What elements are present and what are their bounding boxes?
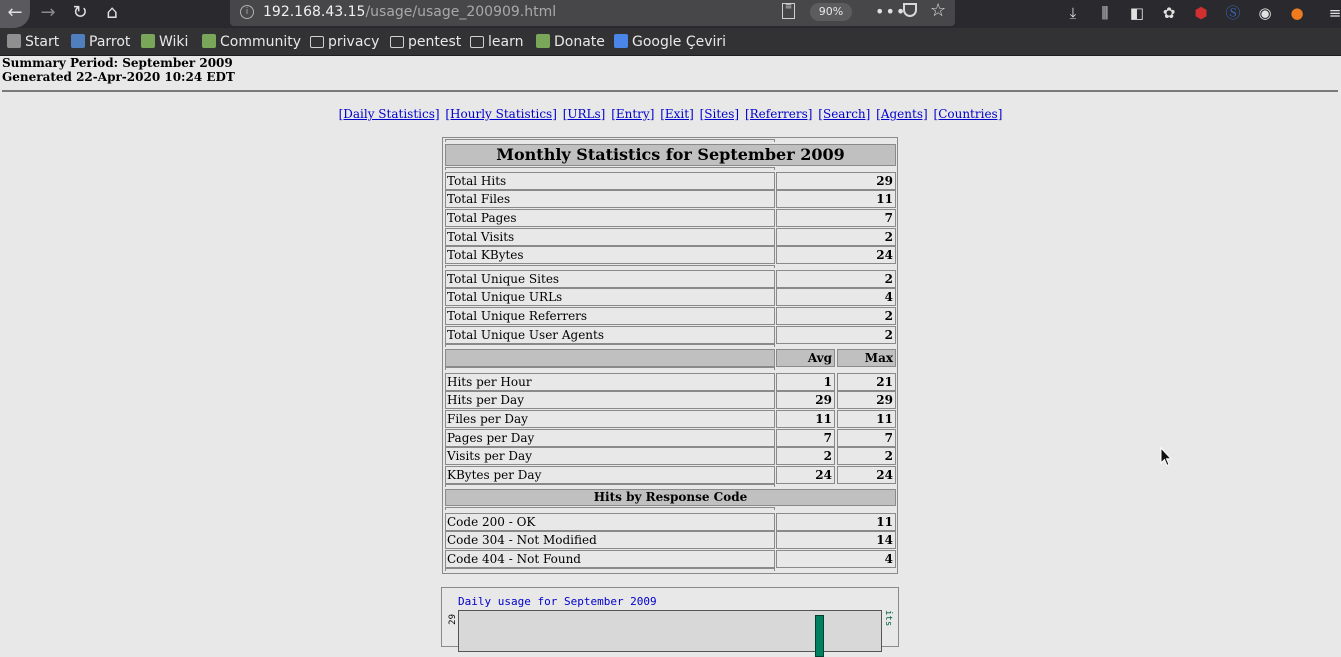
- rate-label: Hits per Day: [445, 391, 775, 409]
- summary-period: Summary Period: September 2009: [2, 56, 233, 70]
- address-bar[interactable]: [230, 0, 955, 26]
- nav-daily-statistics[interactable]: [Daily Statistics]: [338, 107, 440, 121]
- rate-avg: 24: [776, 466, 835, 484]
- nav-urls[interactable]: [URLs]: [562, 107, 606, 121]
- firefox-icon[interactable]: ●: [1290, 4, 1304, 22]
- stat-value: 4: [776, 288, 896, 306]
- row-separator: [445, 167, 775, 170]
- account-icon[interactable]: ◉: [1258, 4, 1272, 22]
- stat-value: 2: [776, 270, 896, 288]
- bookmark-label: Donate: [554, 34, 605, 50]
- url-host: 192.168.43.15: [263, 4, 366, 20]
- stat-value: 2: [776, 326, 896, 344]
- rate-avg: 2: [776, 447, 835, 465]
- reload-icon: ↻: [72, 2, 88, 23]
- rate-label: Pages per Day: [445, 429, 775, 447]
- bookmark-parrot[interactable]: [71, 33, 130, 51]
- response-value: 4: [776, 550, 896, 568]
- monthly-stats-table: [442, 137, 898, 574]
- url-text[interactable]: [263, 4, 556, 20]
- extension-s-icon[interactable]: Ⓢ: [1225, 4, 1241, 22]
- stat-label: Total Unique User Agents: [445, 326, 775, 344]
- bookmark-label: Parrot: [89, 34, 131, 50]
- rate-max: 2: [837, 447, 896, 465]
- rate-avg: 7: [776, 429, 835, 447]
- row-separator: [445, 484, 775, 487]
- home-icon: ⌂: [106, 2, 118, 23]
- folder-icon: [310, 36, 324, 48]
- rate-label: Files per Day: [445, 410, 775, 428]
- graph-title: Daily usage for September 2009: [458, 595, 657, 608]
- nav-entry[interactable]: [Entry]: [611, 107, 655, 121]
- response-label: Code 404 - Not Found: [445, 550, 775, 568]
- graph-bar: [815, 615, 824, 657]
- community-icon: [202, 34, 216, 48]
- graph-right-label: its: [883, 610, 893, 627]
- bookmark-star-icon[interactable]: ☆: [930, 0, 947, 21]
- google-translate-icon: [614, 34, 628, 48]
- nav-search[interactable]: [Search]: [818, 107, 871, 121]
- rate-avg: 1: [776, 373, 835, 391]
- row-separator: [445, 568, 775, 571]
- site-info-icon[interactable]: i: [240, 5, 254, 19]
- rate-max: 21: [837, 373, 896, 391]
- reader-view-icon[interactable]: ≡: [782, 3, 795, 19]
- nav-countries[interactable]: [Countries]: [933, 107, 1003, 121]
- mouse-cursor-icon: [1160, 447, 1172, 467]
- extension-icon[interactable]: ✿: [1162, 4, 1176, 22]
- bookmark-label: privacy: [328, 34, 380, 50]
- rate-header-blank: [445, 349, 775, 367]
- row-separator: [445, 265, 775, 268]
- download-icon[interactable]: ⤓: [1069, 4, 1077, 22]
- graph-plot-area: [458, 610, 882, 652]
- forward-button[interactable]: [34, 0, 62, 28]
- bookmark-google-translate[interactable]: [614, 33, 726, 51]
- max-header: Max: [837, 349, 896, 367]
- stat-label: Total Unique URLs: [445, 288, 775, 306]
- stat-label: Total Pages: [445, 209, 775, 227]
- bookmarks-bar: [0, 28, 1341, 56]
- graph-y-max-label: 29: [448, 614, 458, 625]
- response-label: Code 200 - OK: [445, 513, 775, 531]
- stats-title: Monthly Statistics for September 2009: [445, 144, 896, 166]
- bookmark-start[interactable]: [7, 33, 59, 51]
- page-content: [0, 56, 1341, 629]
- bookmark-donate[interactable]: [536, 33, 605, 51]
- stat-label: Total Visits: [445, 228, 775, 246]
- stat-label: Total Hits: [445, 172, 775, 190]
- response-value: 11: [776, 513, 896, 531]
- rate-avg: 29: [776, 391, 835, 409]
- stat-label: Total Unique Referrers: [445, 307, 775, 325]
- rate-avg: 11: [776, 410, 835, 428]
- folder-icon: [390, 36, 404, 48]
- donate-icon: [536, 34, 550, 48]
- folder-icon: [470, 36, 484, 48]
- row-separator: [445, 344, 775, 347]
- home-button[interactable]: [98, 0, 126, 28]
- bookmark-label: learn: [488, 34, 524, 50]
- nav-sites[interactable]: [Sites]: [699, 107, 740, 121]
- sidebar-icon[interactable]: ◧: [1129, 4, 1145, 22]
- nav-agents[interactable]: [Agents]: [876, 107, 928, 121]
- bookmark-wiki[interactable]: [141, 33, 188, 51]
- back-button[interactable]: [0, 0, 30, 28]
- nav-hourly-statistics[interactable]: [Hourly Statistics]: [445, 107, 557, 121]
- bookmark-label: Community: [220, 34, 302, 50]
- generated-timestamp: Generated 22-Apr-2020 10:24 EDT: [2, 70, 235, 84]
- bookmark-label: Start: [25, 34, 60, 50]
- response-value: 14: [776, 531, 896, 549]
- stat-value: 2: [776, 307, 896, 325]
- browser-toolbar: [0, 0, 1341, 28]
- wiki-icon: [141, 34, 155, 48]
- rate-label: Hits per Hour: [445, 373, 775, 391]
- row-separator: [445, 139, 775, 142]
- row-separator: [445, 367, 775, 370]
- rate-max: 11: [837, 410, 896, 428]
- stat-value: 7: [776, 209, 896, 227]
- forward-arrow-icon: →: [40, 2, 56, 23]
- stat-value: 24: [776, 246, 896, 264]
- rate-max: 24: [837, 466, 896, 484]
- stat-value: 2: [776, 228, 896, 246]
- library-icon[interactable]: ⫼: [1101, 4, 1109, 22]
- page-actions-icon[interactable]: •••: [875, 2, 907, 21]
- report-nav: [0, 107, 1341, 121]
- ublock-icon[interactable]: ⬢: [1194, 4, 1208, 22]
- row-separator: [445, 507, 775, 510]
- menu-icon[interactable]: ≡: [1328, 4, 1341, 22]
- rate-max: 29: [837, 391, 896, 409]
- pocket-icon[interactable]: [903, 3, 917, 17]
- response-label: Code 304 - Not Modified: [445, 531, 775, 549]
- daily-usage-graph: [441, 587, 899, 647]
- nav-referrers[interactable]: [Referrers]: [744, 107, 813, 121]
- url-path: /usage/usage_200909.html: [365, 4, 557, 20]
- stat-value: 11: [776, 190, 896, 208]
- stat-label: Total Unique Sites: [445, 270, 775, 288]
- bookmark-folder-learn[interactable]: [470, 33, 523, 51]
- bookmark-label: pentest: [408, 34, 462, 50]
- response-code-title: Hits by Response Code: [445, 489, 896, 506]
- stat-value: 29: [776, 172, 896, 190]
- bookmark-folder-pentest[interactable]: [390, 33, 461, 51]
- parrot-icon: [71, 34, 85, 48]
- stat-label: Total Files: [445, 190, 775, 208]
- back-arrow-icon: ←: [7, 2, 23, 23]
- bookmark-community[interactable]: [202, 33, 301, 51]
- reload-button[interactable]: [66, 0, 94, 28]
- rate-label: Visits per Day: [445, 447, 775, 465]
- rate-max: 7: [837, 429, 896, 447]
- zoom-level-badge[interactable]: 90%: [810, 3, 852, 21]
- avg-header: Avg: [776, 349, 835, 367]
- bookmark-label: Google Çeviri: [632, 34, 727, 50]
- divider: [2, 90, 1338, 92]
- stat-label: Total KBytes: [445, 246, 775, 264]
- start-icon: [7, 34, 21, 48]
- rate-label: KBytes per Day: [445, 466, 775, 484]
- nav-exit[interactable]: [Exit]: [660, 107, 694, 121]
- bookmark-label: Wiki: [159, 34, 189, 50]
- bookmark-folder-privacy[interactable]: [310, 33, 379, 51]
